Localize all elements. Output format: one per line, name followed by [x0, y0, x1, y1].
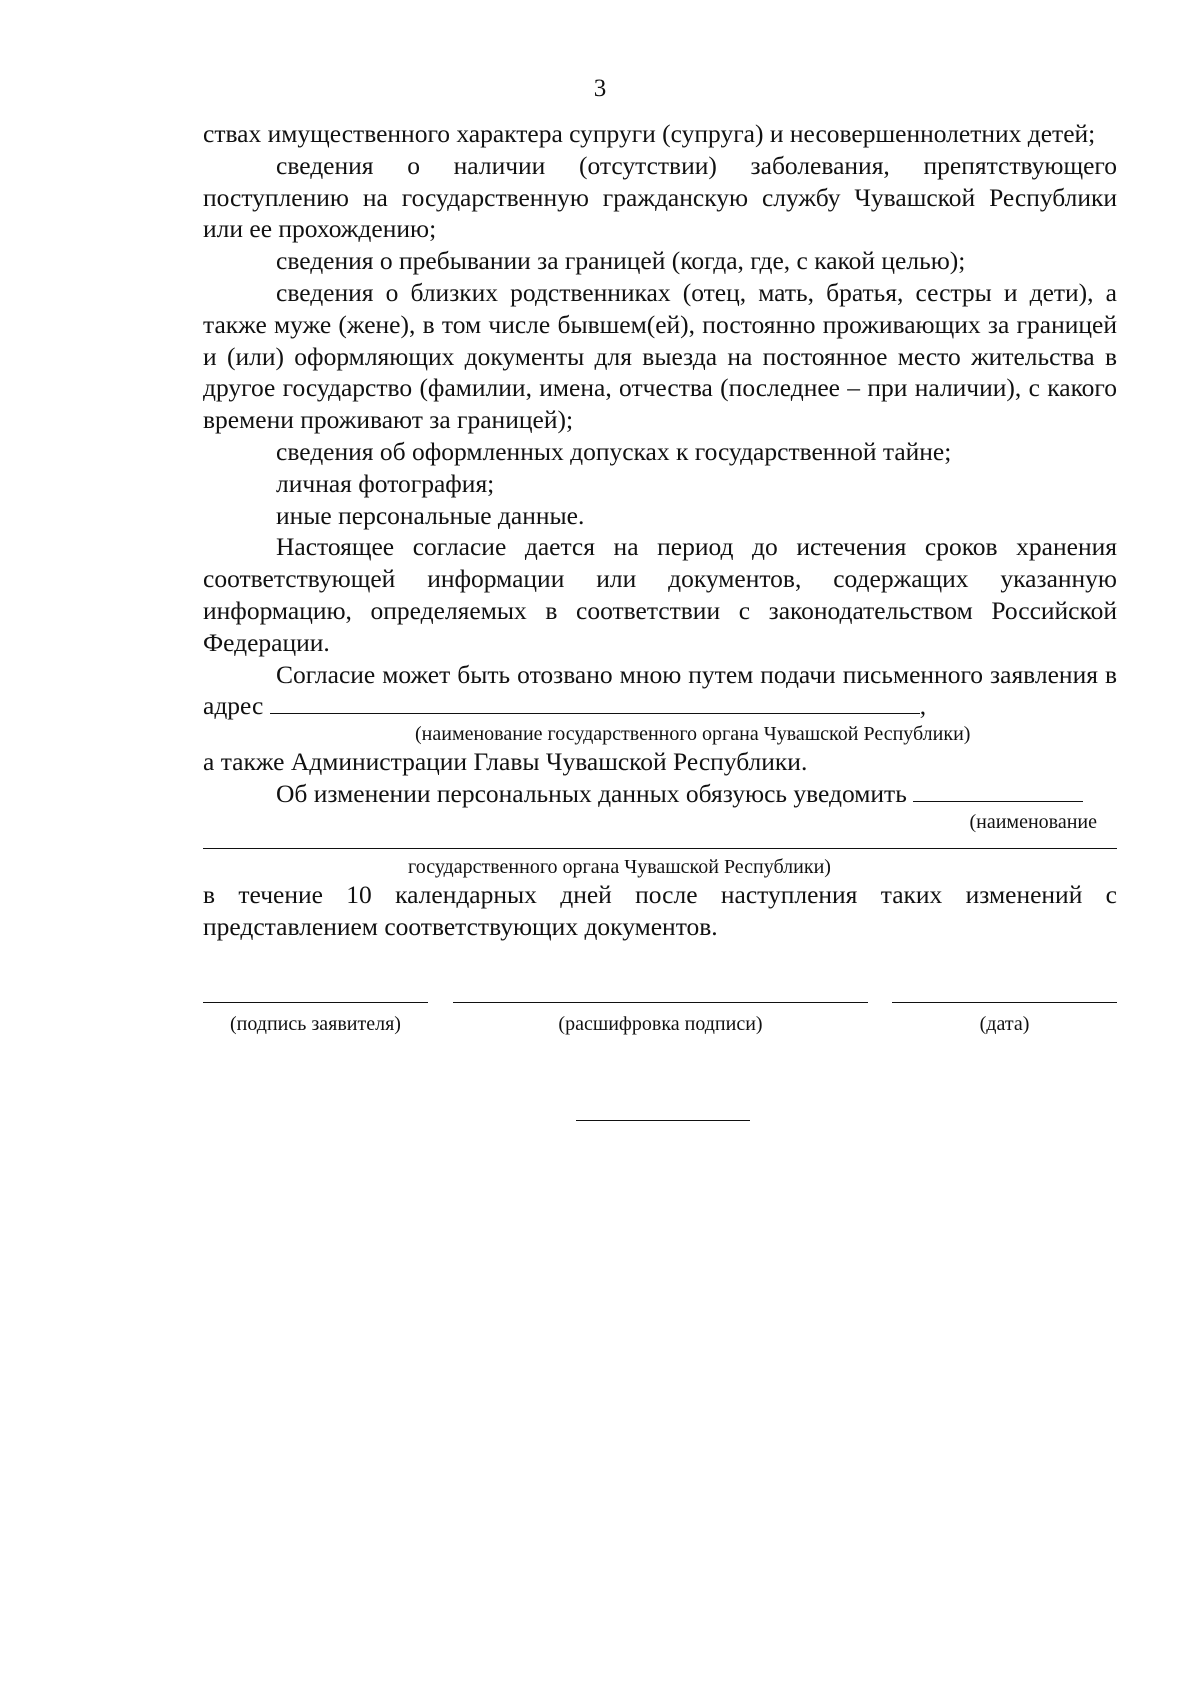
paragraph-notify-period: в течение 10 календарных дней после наступления таких изменений с представлением соответствующих документов. — [203, 879, 1117, 941]
signature-column — [203, 1002, 428, 1036]
paragraph-administration: а также Администрации Главы Чувашской Республики. — [203, 747, 808, 777]
notify-text: Об изменении персональных данных обязуюсь уведомить — [276, 778, 907, 808]
document-body — [203, 118, 1117, 942]
paragraph-other-data: иные персональные данные. — [276, 500, 585, 530]
notify-caption-part2: государственного органа Чувашской Республики) — [408, 855, 831, 878]
date-label: (дата) — [979, 1013, 1030, 1035]
withdrawal-text: Согласие может быть отозвано мною путем подачи письменного заявления в адрес — [203, 659, 1117, 721]
signature-label: (подпись заявителя) — [230, 1013, 401, 1035]
date-column — [892, 1002, 1117, 1036]
notify-authority-line[interactable] — [203, 848, 1117, 849]
paragraph-notify — [203, 778, 1117, 810]
paragraph-abroad-stay: сведения о пребывании за границей (когда, где, с какой целью); — [276, 246, 966, 276]
authority-name-blank[interactable] — [270, 691, 920, 714]
paragraph-state-secret: сведения об оформленных допусках к государственной тайне; — [276, 436, 952, 466]
name-decoding-line[interactable] — [453, 1002, 868, 1003]
name-column — [453, 1002, 868, 1036]
paragraph-photo: личная фотография; — [276, 468, 495, 498]
date-line[interactable] — [892, 1002, 1117, 1003]
page-number: 3 — [593, 75, 607, 102]
paragraph-continuation: ствах имущественного характера супруги (супруга) и несовершеннолетних детей; — [203, 119, 1096, 148]
comma: , — [919, 691, 927, 721]
end-of-document-rule — [576, 1120, 750, 1121]
signature-block — [203, 1002, 1117, 1062]
notify-authority-blank[interactable] — [913, 779, 1083, 802]
paragraph-illness-info: сведения о наличии (отсутствии) заболевания, препятствующего поступлению на государственную гражданскую службу Чувашской Республики или ее прохождению; — [203, 150, 1117, 244]
notify-caption-part1: (наименование — [969, 810, 1097, 833]
paragraph-withdrawal — [203, 659, 1117, 723]
signature-line[interactable] — [203, 1002, 428, 1003]
name-decoding-label: (расшифровка подписи) — [558, 1013, 763, 1035]
paragraph-consent-period: Настоящее согласие дается на период до истечения сроков хранения соответствующей информации или документов, содержащих указанную информацию, определяемых в соответствии с законодательством Российской Федерации. — [203, 532, 1117, 657]
authority-name-caption: (наименование государственного органа Чувашской Республики) — [415, 723, 971, 746]
paragraph-relatives-abroad: сведения о близких родственниках (отец, мать, братья, сестры и дети), а также муже (жене), в том числе бывшем(ей), постоянно проживающих за границей и (или) оформляющих документы для выезда на постоянное место жительства в другое государство (фамилии, имена, отчества (последнее – при наличии), с какого времени проживают за границей); — [203, 277, 1117, 435]
